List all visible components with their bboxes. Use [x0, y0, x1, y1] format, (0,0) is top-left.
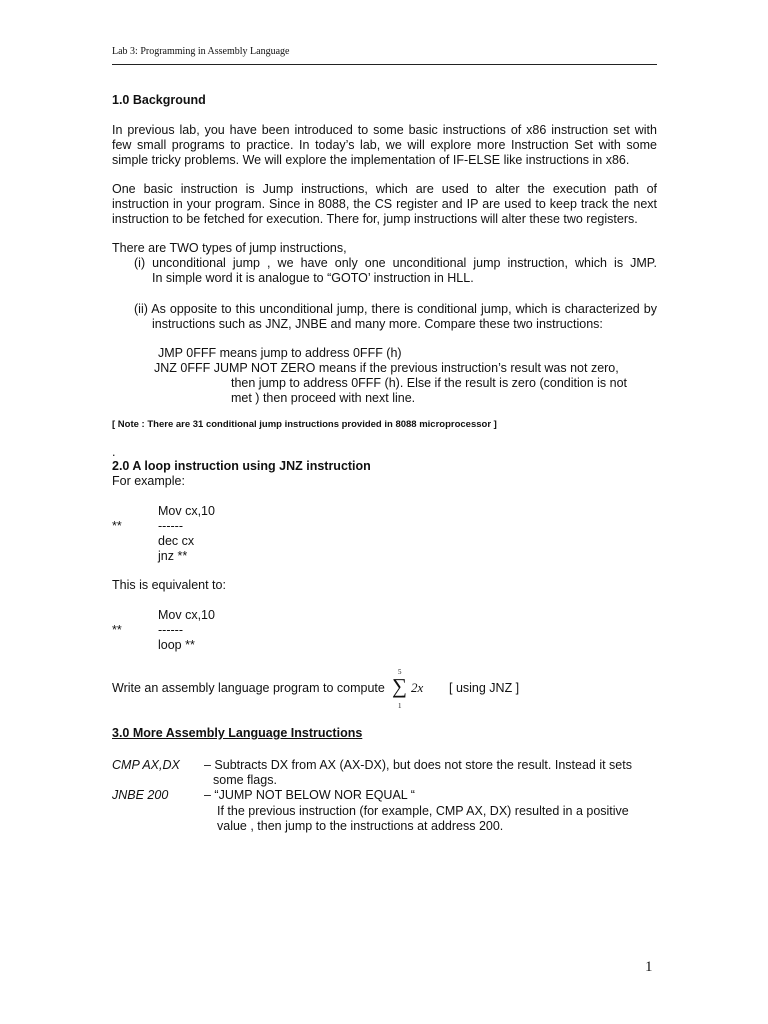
- background-para-2-line-2: instruction in your program. Since in 8088, the CS register and IP are used to keep track the next: [112, 197, 657, 211]
- jnbe-definition-line-2: If the previous instruction (for example, CMP AX, DX) resulted in a positive: [217, 804, 629, 818]
- code2-line-2: ------: [158, 623, 183, 637]
- jnbe-term: JNBE 200: [112, 788, 169, 802]
- code2-line-1: Mov cx,10: [158, 608, 215, 622]
- section-3-heading: 3.0 More Assembly Language Instructions: [112, 726, 363, 740]
- note: [ Note : There are 31 conditional jump instructions provided in 8088 microprocessor ]: [112, 419, 497, 430]
- code1-line-3: dec cx: [158, 534, 195, 548]
- jnbe-definition-line-1: – “JUMP NOT BELOW NOR EQUAL “: [204, 788, 415, 802]
- background-para-1-line-2: few small programs to practice. In today’s lab, we will explore more Instruction Set with some: [112, 138, 657, 152]
- for-example-label: For example:: [112, 474, 185, 488]
- item-i-line-1: (i) unconditional jump , we have only one unconditional jump instruction, which is JMP.: [134, 256, 657, 270]
- cmp-definition-line-1: – Subtracts DX from AX (AX-DX), but does not store the result. Instead it sets: [204, 758, 632, 772]
- code1-line-4: jnz **: [158, 549, 188, 563]
- code2-label: **: [112, 623, 122, 637]
- jnbe-definition-line-3: value , then jump to the instructions at address 200.: [217, 819, 504, 833]
- running-header: Lab 3: Programming in Assembly Language: [112, 46, 290, 57]
- task-prefix: Write an assembly language program to compute: [112, 681, 385, 695]
- cmp-definition-line-2: some flags.: [213, 773, 277, 787]
- background-para-2-line-1: One basic instruction is Jump instructions, which are used to alter the execution path of: [112, 182, 657, 196]
- section-2-heading: 2.0 A loop instruction using JNZ instruction: [112, 459, 371, 473]
- jump-types-intro: There are TWO types of jump instructions,: [112, 241, 347, 255]
- background-para-1-line-1: In previous lab, you have been introduced to some basic instructions of x86 instruction set with: [112, 123, 657, 137]
- cmp-term: CMP AX,DX: [112, 758, 180, 772]
- page-number: 1: [645, 959, 653, 975]
- code1-line-2: ------: [158, 519, 183, 533]
- sigma-lower-limit: 1: [398, 702, 402, 710]
- item-ii-line-1: (ii) As opposite to this unconditional jump, there is conditional jump, which is characterized by: [134, 302, 657, 316]
- header-rule: [112, 64, 657, 65]
- item-ii-line-2: instructions such as JNZ, JNBE and many more. Compare these two instructions:: [152, 317, 603, 331]
- code2-line-3: loop **: [158, 638, 195, 652]
- background-para-1-line-3: simple tricky problems. We will explore the implementation of IF-ELSE like instructions in x86.: [112, 153, 630, 167]
- background-para-2-line-3: instruction to be fetched for execution. There for, jump instructions will alter these two registers.: [112, 212, 638, 226]
- jmp-example: JMP 0FFF means jump to address 0FFF (h): [158, 346, 402, 360]
- jnz-example-line-1: JNZ 0FFF JUMP NOT ZERO means if the previous instruction’s result was not zero,: [154, 361, 619, 375]
- section-1-heading: 1.0 Background: [112, 93, 206, 107]
- code1-line-1: Mov cx,10: [158, 504, 215, 518]
- jnz-example-line-3: met ) then proceed with next line.: [231, 391, 416, 405]
- equivalent-label: This is equivalent to:: [112, 578, 226, 592]
- sigma-term: 2x: [411, 680, 424, 695]
- jnz-example-line-2: then jump to address 0FFF (h). Else if the result is zero (condition is not: [231, 376, 628, 390]
- code1-label: **: [112, 519, 122, 533]
- stray-dot: .: [112, 445, 116, 459]
- task-suffix: [ using JNZ ]: [449, 681, 520, 695]
- item-i-line-2: In simple word it is analogue to “GOTO’ instruction in HLL.: [152, 271, 474, 285]
- summation-formula: [392, 668, 440, 712]
- sigma-icon: ∑: [392, 674, 407, 698]
- sigma-upper-limit: 5: [398, 668, 402, 676]
